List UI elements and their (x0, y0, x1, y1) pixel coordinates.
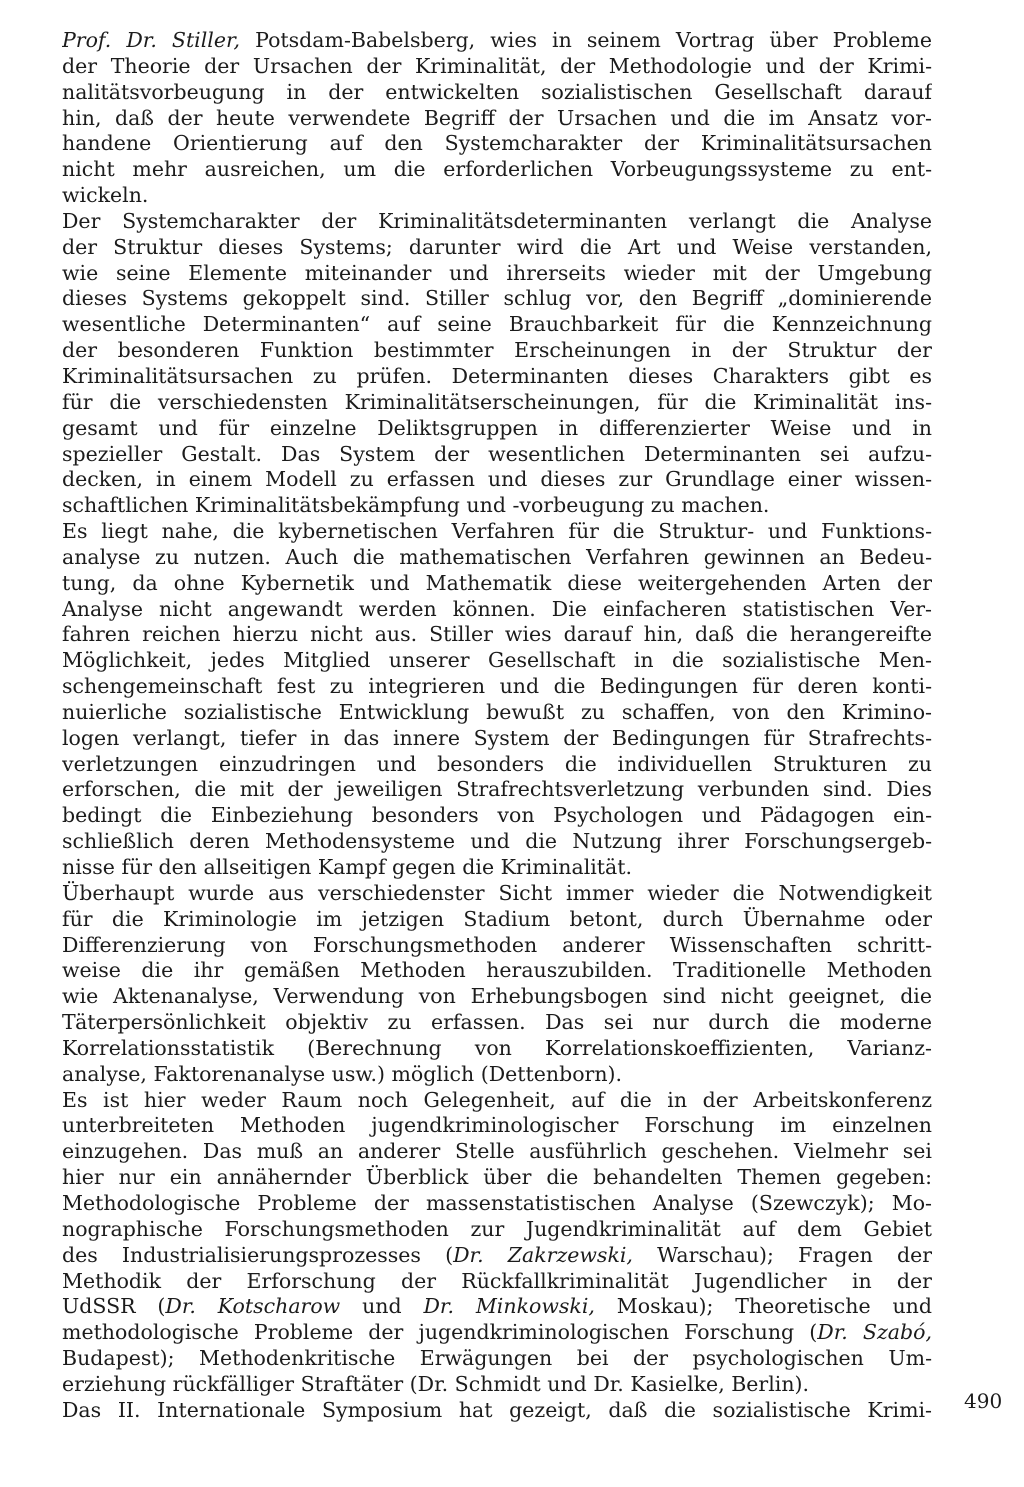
text-segment: schließlich deren Methodensysteme und die Nutzung ihrer Forschungsergeb- (62, 829, 932, 854)
text-segment: decken, in einem Modell zu erfassen und dieses zur Grundlage einer wissen- (62, 467, 932, 492)
text-line (62, 674, 932, 700)
text-segment: Differenzierung von Forschungsmethoden anderer Wissenschaften schritt- (62, 932, 932, 957)
text-line (62, 442, 932, 468)
text-segment: nisse für den allseitigen Kampf gegen die Kriminalität. (62, 855, 633, 879)
text-segment: analyse zu nutzen. Auch die mathematischen Verfahren gewinnen an Bedeu- (62, 544, 932, 569)
text-segment: für die Kriminologie im jetzigen Stadium betont, durch Übernahme oder (62, 906, 932, 931)
text-line (62, 545, 932, 571)
text-segment: für die verschiedensten Kriminalitätserscheinungen, für die Kriminalität ins- (62, 389, 932, 414)
page-number: 490 (964, 1389, 1003, 1413)
text-segment: bedingt die Einbeziehung besonders von Psychologen und Pädagogen ein- (62, 803, 932, 828)
text-line (62, 209, 932, 235)
text-line (62, 622, 932, 648)
text-line (62, 803, 932, 829)
text-segment: dieses Systems gekoppelt sind. Stiller schlug vor, den Begriff „dominierende (62, 286, 932, 311)
text-line (62, 1139, 932, 1165)
text-line (62, 1243, 932, 1269)
text-line (62, 519, 932, 545)
text-segment: hin, daß der heute verwendete Begriff der Ursachen und die im Ansatz vor- (62, 105, 932, 130)
text-segment: des Industrialisierungsprozesses ( (62, 1242, 454, 1267)
text-segment: wie seine Elemente miteinander und ihrerseits wieder mit der Umgebung (62, 260, 932, 285)
text-line (62, 28, 932, 54)
text-line (62, 390, 932, 416)
text-line (62, 338, 932, 364)
text-segment: tung, da ohne Kybernetik und Mathematik diese weitergehenden Arten der (62, 570, 932, 595)
text-segment: Kriminalitätsursachen zu prüfen. Determinanten dieses Charakters gibt es (62, 363, 932, 388)
text-segment: hier nur ein annähernder Überblick über die behandelten Themen gegeben: (62, 1165, 932, 1190)
text-segment: schaftlichen Kriminalitätsbekämpfung und -vorbeugung zu machen. (62, 493, 770, 518)
text-segment: Budapest); Methodenkritische Erwägungen bei der psychologischen Um- (62, 1346, 932, 1371)
text-line (62, 54, 932, 80)
italic-name: Prof. Dr. Stiller, (62, 28, 241, 52)
text-line (62, 984, 932, 1010)
text-line (62, 571, 932, 597)
italic-name: Dr. Minkowski, (423, 1294, 595, 1319)
text-line (62, 1398, 932, 1424)
text-segment: Methodologische Probleme der massenstatistischen Analyse (Szewczyk); Mo- (62, 1190, 932, 1215)
text-line (62, 1036, 932, 1062)
text-line (62, 1010, 932, 1036)
text-line (62, 493, 932, 519)
text-segment: Überhaupt wurde aus verschiedenster Sicht immer wieder die Notwendigkeit (62, 880, 932, 905)
text-segment: methodologische Probleme der jugendkriminologischen Forschung ( (62, 1320, 818, 1345)
text-segment: nalitätsvorbeugung in der entwickelten sozialistischen Gesellschaft darauf (62, 79, 932, 104)
text-segment: und (340, 1294, 424, 1319)
text-segment: unterbreiteten Methoden jugendkriminologischer Forschung im einzelnen (62, 1113, 932, 1138)
text-segment: wie Aktenanalyse, Verwendung von Erhebungsbogen sind nicht geeignet, die (62, 984, 932, 1009)
text-line (62, 131, 932, 157)
text-line (62, 1088, 932, 1114)
text-line (62, 364, 932, 390)
text-line (62, 1346, 932, 1372)
text-line (62, 80, 932, 106)
text-segment: Potsdam-Babelsberg, wies in seinem Vortrag über Probleme (240, 28, 932, 52)
text-line (62, 855, 932, 881)
text-segment: nographische Forschungsmethoden zur Jugendkriminalität auf dem Gebiet (62, 1216, 932, 1241)
text-segment: der Struktur dieses Systems; darunter wird die Art und Weise verstanden, (62, 234, 932, 259)
text-line (62, 726, 932, 752)
text-segment: handene Orientierung auf den Systemcharakter der Kriminalitätsursachen (62, 131, 932, 156)
text-segment: fahren reichen hierzu nicht aus. Stiller wies darauf hin, daß die herangereifte (62, 622, 932, 647)
text-segment: nuierliche sozialistische Entwicklung bewußt zu schaffen, von den Krimino- (62, 699, 932, 724)
text-segment: Es ist hier weder Raum noch Gelegenheit, auf die in der Arbeitskonferenz (62, 1087, 932, 1112)
text-segment: Es liegt nahe, die kybernetischen Verfahren für die Struktur- und Funktions- (62, 519, 932, 544)
text-line (62, 597, 932, 623)
text-segment: einzugehen. Das muß an anderer Stelle ausführlich geschehen. Vielmehr sei (62, 1139, 932, 1164)
body-text (62, 28, 932, 1424)
text-segment: der besonderen Funktion bestimmter Erscheinungen in der Struktur der (62, 338, 932, 363)
text-line (62, 1191, 932, 1217)
text-segment: wesentliche Determinanten“ auf seine Brauchbarkeit für die Kennzeichnung (62, 312, 932, 337)
text-segment: Methodik der Erforschung der Rückfallkriminalität Jugendlicher in der (62, 1268, 932, 1293)
text-line (62, 1320, 932, 1346)
text-segment: erforschen, die mit der jeweiligen Strafrechtsverletzung verbunden sind. Dies (62, 777, 932, 802)
text-line (62, 1165, 932, 1191)
text-line (62, 777, 932, 803)
text-segment: gesamt und für einzelne Deliktsgruppen in differenzierter Weise und in (62, 415, 932, 440)
text-line (62, 829, 932, 855)
text-segment: Analyse nicht angewandt werden können. Die einfacheren statistischen Ver- (62, 596, 932, 621)
text-line (62, 958, 932, 984)
text-line (62, 183, 932, 209)
text-segment: erziehung rückfälliger Straftäter (Dr. Schmidt und Dr. Kasielke, Berlin). (62, 1371, 810, 1396)
text-line (62, 157, 932, 183)
text-line (62, 312, 932, 338)
text-line (62, 881, 932, 907)
text-line (62, 261, 932, 287)
text-line (62, 235, 932, 261)
text-segment: Moskau); Theoretische und (594, 1294, 932, 1319)
text-line (62, 286, 932, 312)
text-segment: schengemeinschaft fest zu integrieren und die Bedingungen für deren konti- (62, 674, 932, 699)
text-line (62, 1217, 932, 1243)
text-line (62, 416, 932, 442)
text-line (62, 752, 932, 778)
text-segment: analyse, Faktorenanalyse usw.) möglich (Dettenborn). (62, 1061, 623, 1086)
text-segment: Das II. Internationale Symposium hat gezeigt, daß die sozialistische Krimi- (62, 1397, 932, 1422)
text-segment: der Theorie der Ursachen der Kriminalität, der Methodologie und der Krimi- (62, 53, 932, 78)
text-line (62, 1269, 932, 1295)
italic-name: Dr. Szabó, (817, 1320, 932, 1345)
text-line (62, 907, 932, 933)
text-segment: Möglichkeit, jedes Mitglied unserer Gesellschaft in die sozialistische Men- (62, 648, 932, 673)
text-segment: wickeln. (62, 183, 149, 208)
text-segment: nicht mehr ausreichen, um die erforderlichen Vorbeugungssysteme zu ent- (62, 157, 932, 182)
text-segment: weise die ihr gemäßen Methoden herauszubilden. Traditionelle Methoden (62, 958, 932, 983)
text-segment: UdSSR ( (62, 1294, 166, 1319)
italic-name: Dr. Zakrzewski, (453, 1242, 633, 1267)
text-line (62, 467, 932, 493)
text-segment: logen verlangt, tiefer in das innere System der Bedingungen für Strafrechts- (62, 725, 932, 750)
text-line (62, 1062, 932, 1088)
text-line (62, 106, 932, 132)
text-segment: Täterpersönlichkeit objektiv zu erfassen. Das sei nur durch die moderne (62, 1010, 932, 1035)
text-segment: verletzungen einzudringen und besonders die individuellen Strukturen zu (62, 751, 932, 776)
text-line (62, 648, 932, 674)
italic-name: Dr. Kotscharow (165, 1294, 341, 1319)
text-line (62, 700, 932, 726)
text-segment: spezieller Gestalt. Das System der wesentlichen Determinanten sei aufzu- (62, 441, 932, 466)
text-line (62, 933, 932, 959)
text-segment: Warschau); Fragen der (632, 1242, 932, 1267)
text-segment: Korrelationsstatistik (Berechnung von Korrelationskoeffizienten, Varianz- (62, 1035, 932, 1060)
text-line (62, 1294, 932, 1320)
text-line (62, 1113, 932, 1139)
text-line (62, 1372, 932, 1398)
text-segment: Der Systemcharakter der Kriminalitätsdeterminanten verlangt die Analyse (62, 208, 932, 233)
